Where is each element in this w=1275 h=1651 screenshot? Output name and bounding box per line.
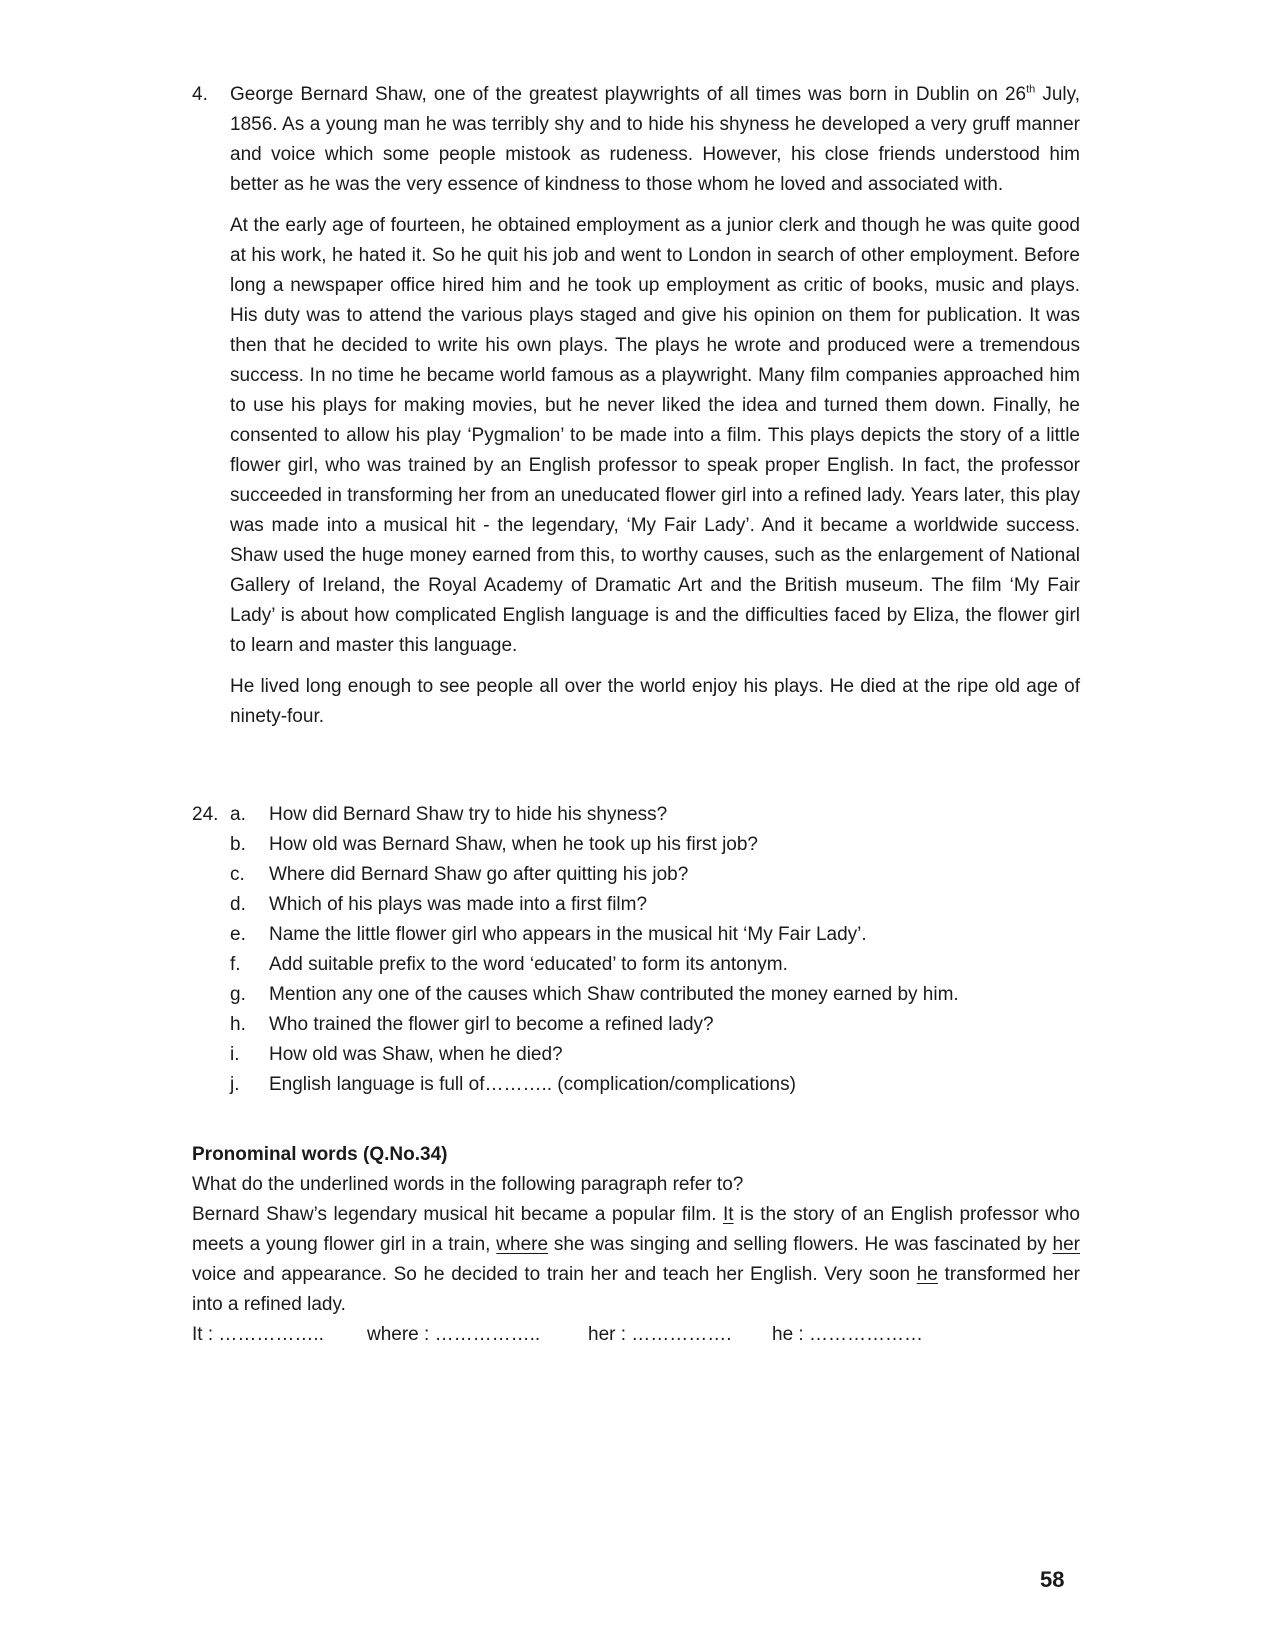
question-text: Where did Bernard Shaw go after quitting his job? [269, 864, 689, 885]
answer-blank-where: where : …………….. [367, 1324, 541, 1345]
question-item [192, 860, 1080, 890]
question-text: How old was Shaw, when he died? [269, 1044, 563, 1065]
document-page [192, 0, 1080, 1651]
question-item [192, 890, 1080, 920]
pronominal-text-4: voice and appearance. So he decided to train her and teach her English. Very soon [192, 1264, 917, 1285]
pronominal-text-3: she was singing and selling flowers. He was fascinated by [548, 1234, 1053, 1255]
question-item [192, 1010, 1080, 1040]
question-number: 24. [192, 804, 219, 825]
pronominal-text-1: Bernard Shaw’s legendary musical hit became a popular film. [192, 1204, 724, 1225]
question-item [192, 830, 1080, 860]
question-text: Add suitable prefix to the word ‘educated’ to form its antonym. [269, 954, 788, 975]
pronominal-text-5: transformed her into a refined lady. [192, 1264, 1080, 1315]
answer-blank-he: he : ……………… [772, 1324, 923, 1345]
question-text: How old was Bernard Shaw, when he took up his first job? [269, 834, 758, 855]
underlined-word-he: he [916, 1264, 938, 1285]
section-instruction: What do the underlined words in the following paragraph refer to? [192, 1174, 744, 1195]
question-letter: f. [230, 954, 241, 975]
question-item [192, 950, 1080, 980]
question-item [192, 980, 1080, 1010]
question-item [192, 1040, 1080, 1070]
question-text: Mention any one of the causes which Shaw contributed the money earned by him. [269, 984, 959, 1005]
passage-paragraph-2: At the early age of fourteen, he obtained employment as a junior clerk and though he was quite good at his work, he hated it. So he quit his job and went to London in search of other employment. Before long a newspaper office hired him and he took up employment as critic of books, music and plays. His duty was to attend the various plays staged and give his opinion on them for publication. It was then that he decided to write his own plays. The plays he wrote and produced were a tremendous success. In no time he became world famous as a playwright. Many film companies approached him to use his plays for making movies, but he never liked the idea and turned them down. Finally, he consented to allow his play ‘Pygmalion’ to be made into a film. This plays depicts the story of a little flower girl, who was trained by an English professor to speak proper English. In fact, the professor succeeded in transforming her from an uneducated flower girl into a refined lady. Years later, this play was made into a musical hit - the legendary, ‘My Fair Lady’. And it became a worldwide success. Shaw used the huge money earned from this, to worthy causes, such as the enlargement of National Gallery of Ireland, the Royal Academy of Dramatic Art and the British museum. The film ‘My Fair Lady’ is about how complicated English language is and the difficulties faced by Eliza, the flower girl to learn and master this language. [230, 215, 1080, 656]
pronominal-section [192, 1140, 1080, 1350]
question-list [192, 800, 1080, 1100]
question-text: English language is full of……….. (complication/complications) [269, 1074, 796, 1095]
question-text: Which of his plays was made into a first film? [269, 894, 648, 915]
page-number: 58 [1040, 1567, 1065, 1592]
question-letter: h. [230, 1014, 246, 1035]
answer-blanks [192, 1320, 1080, 1350]
question-item [192, 1070, 1080, 1100]
ordinal-suffix: th [1026, 83, 1036, 96]
section-heading: Pronominal words (Q.No.34) [192, 1144, 448, 1165]
underlined-word-it: It [723, 1204, 734, 1225]
question-letter: a. [230, 804, 246, 825]
passage-number: 4. [192, 84, 208, 105]
question-letter: d. [230, 894, 246, 915]
question-item [192, 920, 1080, 950]
pronominal-paragraph [192, 1200, 1080, 1320]
passage-paragraph-3: He lived long enough to see people all over the world enjoy his plays. He died at the ripe old age of ninety-four. [230, 676, 1080, 727]
answer-blank-it: It : …………….. [192, 1324, 324, 1345]
question-letter: g. [230, 984, 246, 1005]
passage-paragraph-1 [230, 80, 1080, 200]
question-text: How did Bernard Shaw try to hide his shyness? [269, 804, 668, 825]
underlined-word-her: her [1052, 1234, 1081, 1255]
question-item [192, 800, 1080, 830]
pronominal-text-2: is the story of an English professor who meets a young flower girl in a train, [192, 1204, 1080, 1255]
reading-passage [192, 80, 1080, 743]
question-letter: e. [230, 924, 246, 945]
question-text: Who trained the flower girl to become a refined lady? [269, 1014, 714, 1035]
question-letter: b. [230, 834, 246, 855]
paragraph-1-text-a: George Bernard Shaw, one of the greatest playwrights of all times was born in Dublin on 26 [230, 84, 1027, 105]
question-letter: j. [230, 1074, 240, 1095]
question-letter: i. [230, 1044, 240, 1065]
question-letter: c. [230, 864, 245, 885]
question-text: Name the little flower girl who appears in the musical hit ‘My Fair Lady’. [269, 924, 867, 945]
underlined-word-where: where [496, 1234, 549, 1255]
paragraph-1-text-b: July, 1856. As a young man he was terribly shy and to hide his shyness he developed a very gruff manner and voice which some people mistook as rudeness. However, his close friends understood him better as he was the very essence of kindness to those whom he loved and associated with. [230, 84, 1080, 195]
answer-blank-her: her : ……………. [588, 1324, 732, 1345]
